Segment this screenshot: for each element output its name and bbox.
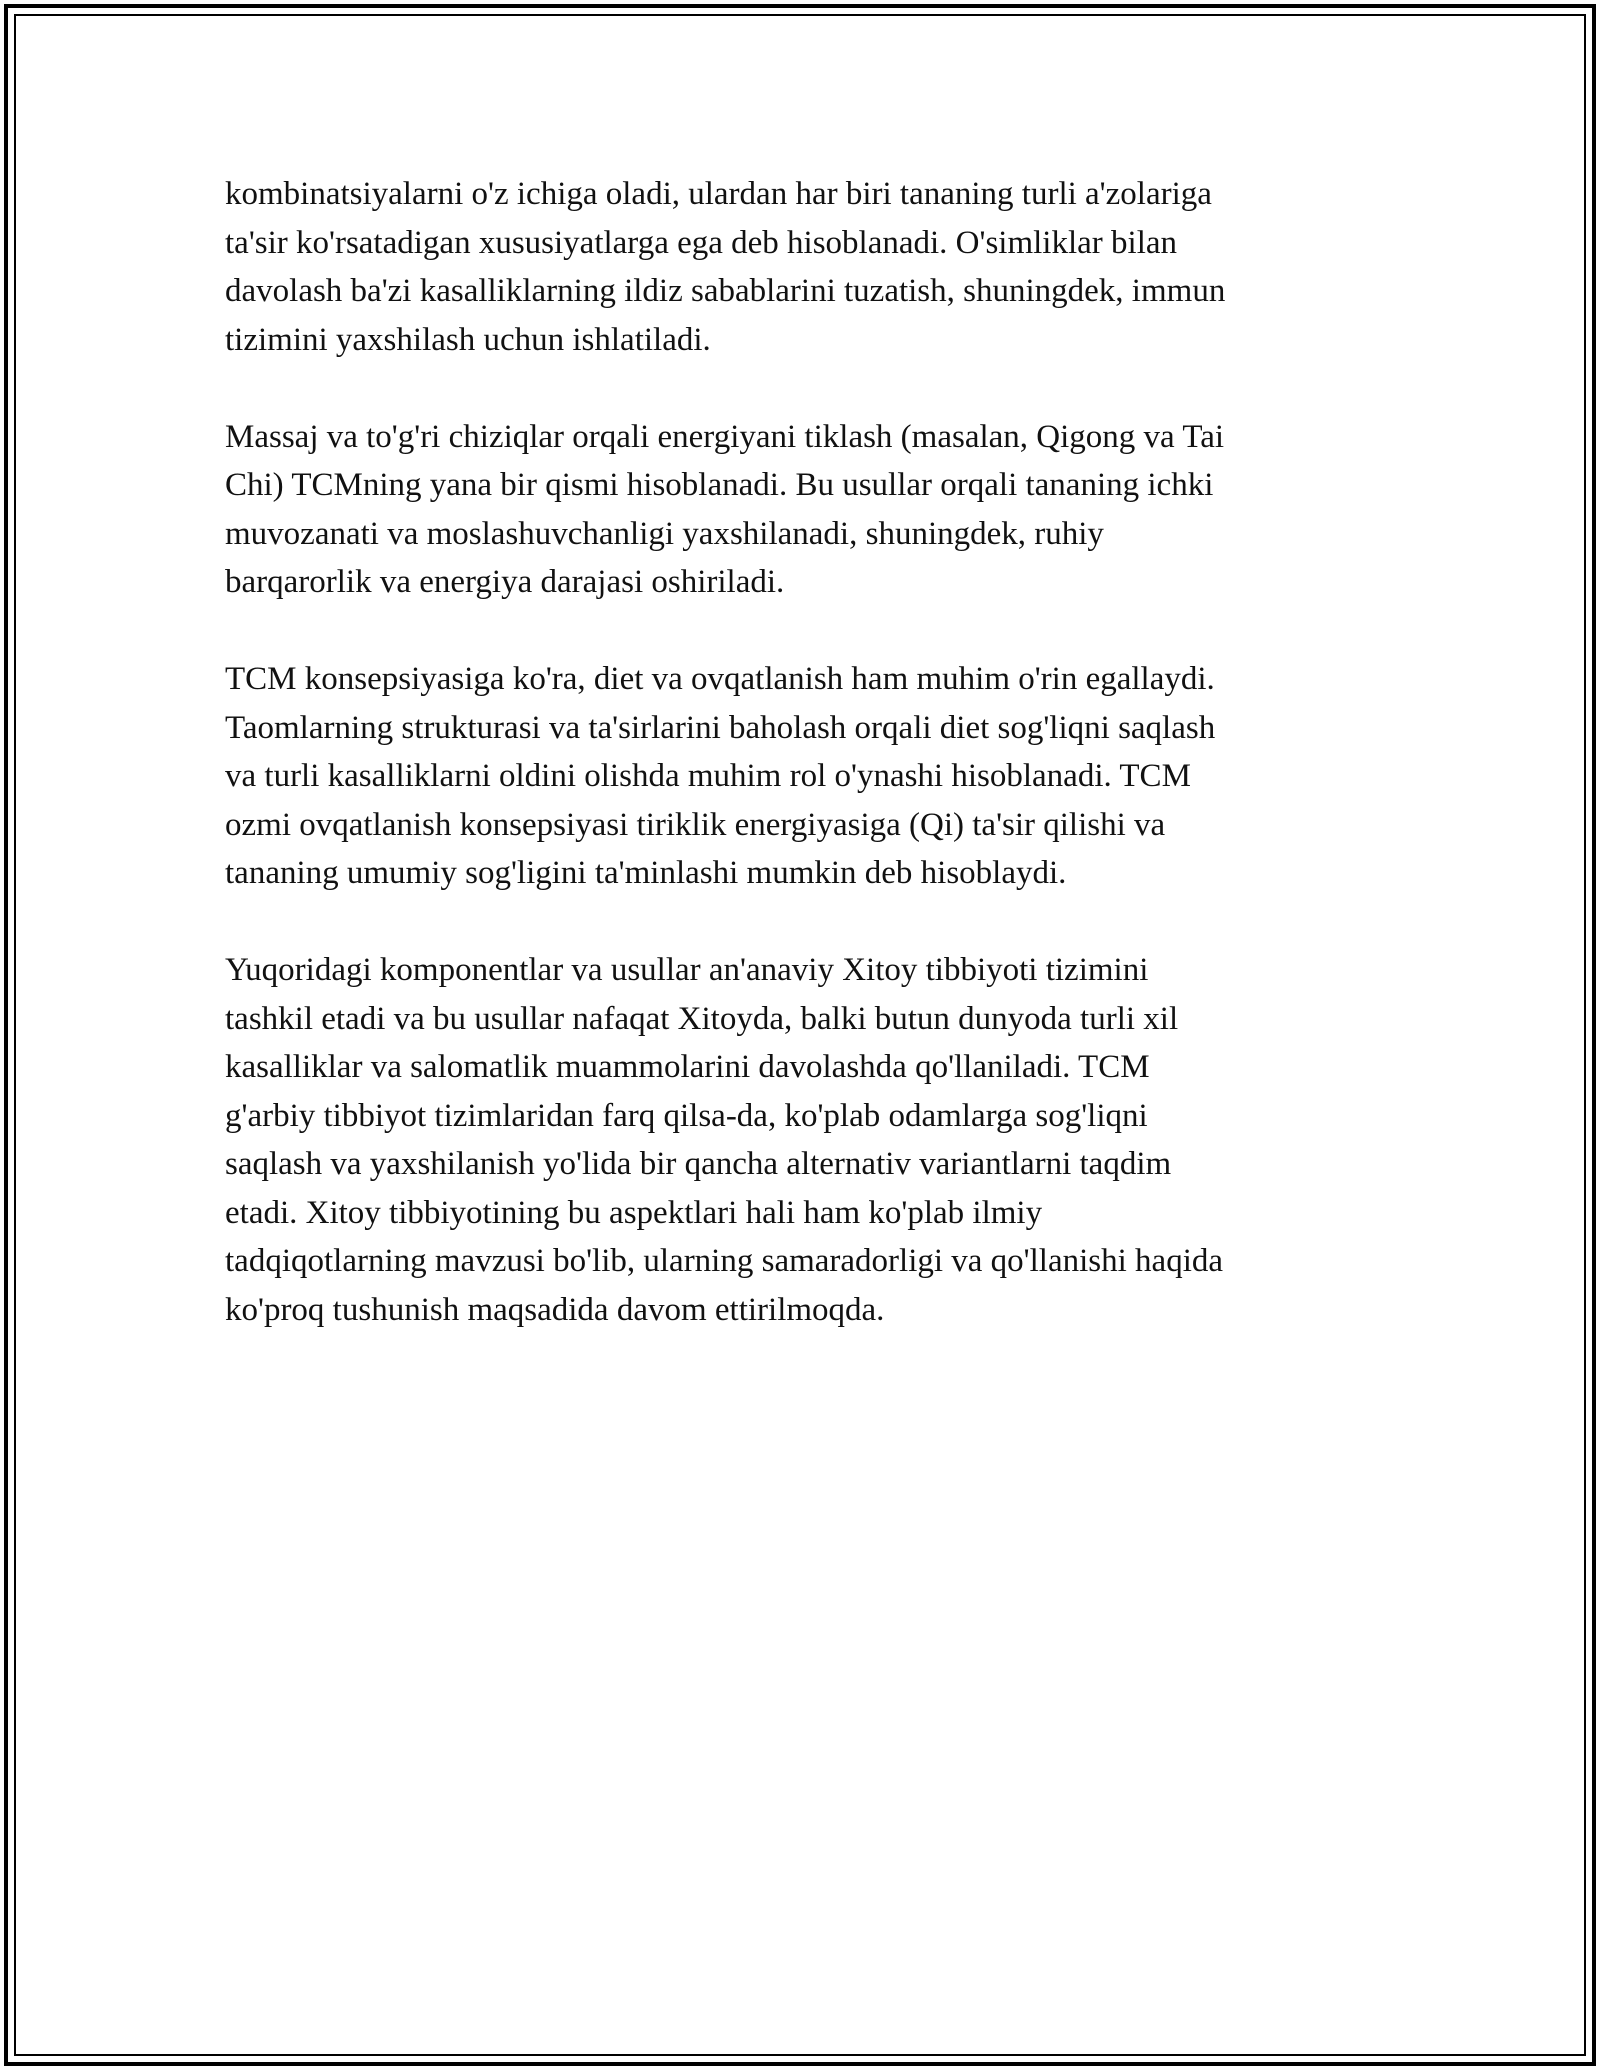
- text-line: kombinatsiyalarni o'z ichiga oladi, ulardan har biri tananing turli a'zolariga: [225, 176, 1212, 212]
- text-line: etadi. Xitoy tibbiyotining bu aspektlari hali ham ko'plab ilmiy: [225, 1194, 1043, 1231]
- text-line: tizimini yaxshilash uchun ishlatiladi.: [225, 321, 711, 358]
- text-line: muvozanati va moslashuvchanligi yaxshilanadi, shuningdek, ruhiy: [225, 515, 1104, 552]
- text-line: tananing umumiy sog'ligini ta'minlashi mumkin deb hisoblaydi.: [225, 855, 1067, 891]
- text-line: va turli kasalliklarni oldini olishda muhim rol o'ynashi hisoblanadi. TCM: [225, 758, 1191, 794]
- text-line: kasalliklar va salomatlik muammolarini davolashda qo'llaniladi. TCM: [225, 1049, 1150, 1085]
- text-line: tashkil etadi va bu usullar nafaqat Xitoyda, balki butun dunyoda turli xil: [225, 1000, 1179, 1037]
- text-line: barqarorlik va energiya darajasi oshiriladi.: [225, 564, 785, 600]
- paragraph-massage-qigong: [225, 413, 1375, 607]
- text-line: Massaj va to'g'ri chiziqlar orqali energiyani tiklash (masalan, Qigong va Tai: [225, 418, 1225, 455]
- text-line: Yuqoridagi komponentlar va usullar an'anaviy Xitoy tibbiyoti tizimini: [225, 952, 1149, 988]
- text-line: Taomlarning strukturasi va ta'sirlarini baholash orqali diet sog'liqni saqlash: [225, 709, 1216, 746]
- paragraph-conclusion: [225, 946, 1375, 1334]
- text-line: tadqiqotlarning mavzusi bo'lib, ularning samaradorligi va qo'llanishi haqida: [225, 1243, 1224, 1279]
- text-line: Chi) TCMning yana bir qismi hisoblanadi. Bu usullar orqali tananing ichki: [225, 467, 1214, 503]
- paragraph-diet-nutrition: [225, 655, 1375, 898]
- text-line: davolash ba'zi kasalliklarning ildiz sabablarini tuzatish, shuningdek, immun: [225, 273, 1226, 309]
- text-line: saqlash va yaxshilanish yo'lida bir qancha alternativ variantlarni taqdim: [225, 1146, 1172, 1182]
- document-body: [225, 170, 1375, 1383]
- text-line: g'arbiy tibbiyot tizimlaridan farq qilsa-da, ko'plab odamlarga sog'liqni: [225, 1097, 1148, 1134]
- text-line: ko'proq tushunish maqsadida davom ettirilmoqda.: [225, 1291, 885, 1328]
- paragraph-herbal-medicine: [225, 170, 1375, 364]
- text-line: ta'sir ko'rsatadigan xususiyatlarga ega deb hisoblanadi. O'simliklar bilan: [225, 224, 1178, 261]
- text-line: ozmi ovqatlanish konsepsiyasi tiriklik energiyasiga (Qi) ta'sir qilishi va: [225, 806, 1166, 843]
- text-line: TCM konsepsiyasiga ko'ra, diet va ovqatlanish ham muhim o'rin egallaydi.: [225, 661, 1215, 697]
